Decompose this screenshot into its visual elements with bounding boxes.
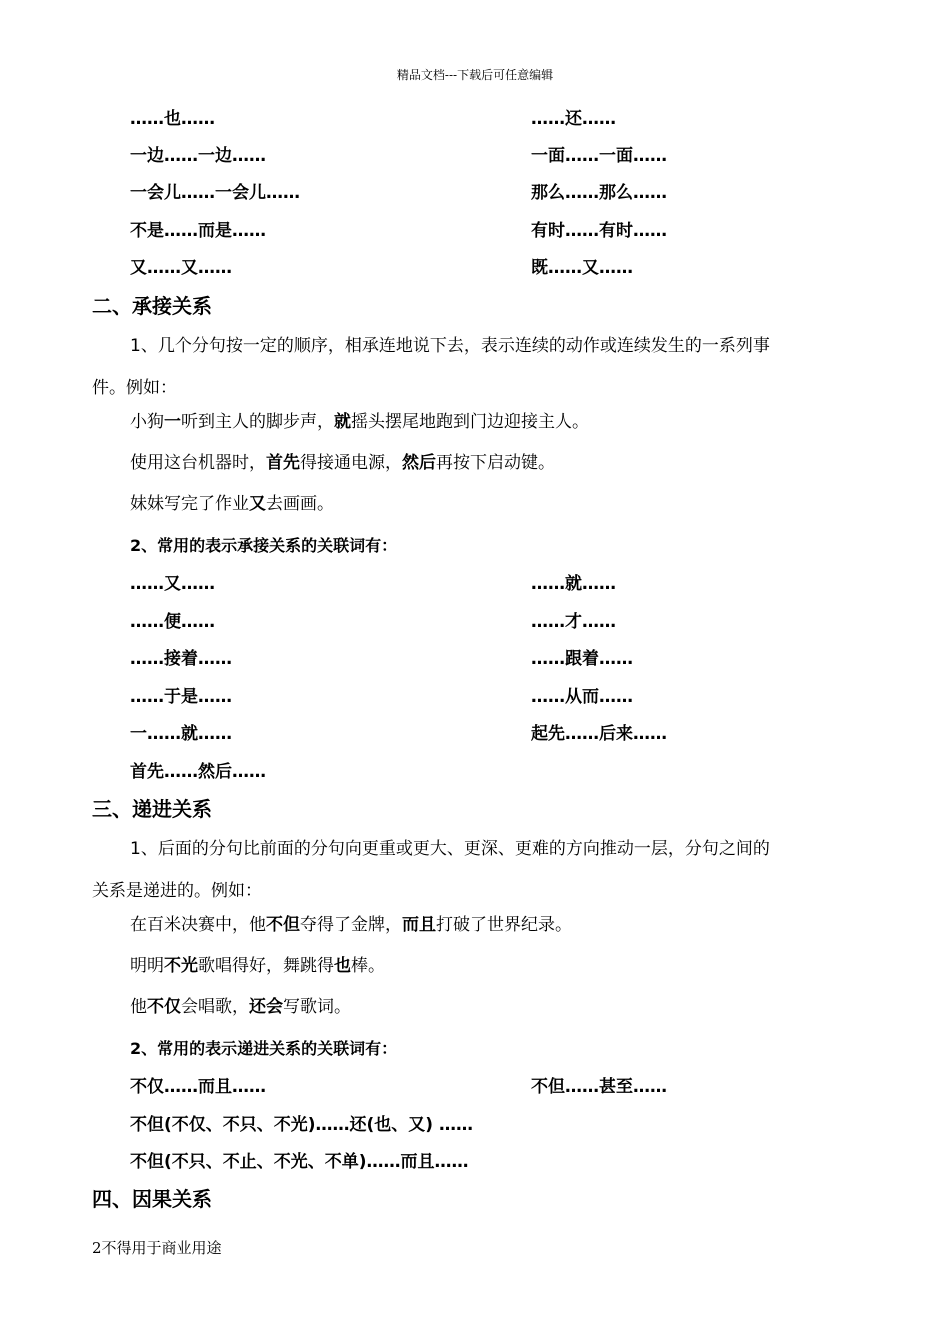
conjunction-left: ……也…… [130, 109, 215, 129]
section-heading: 四、因果关系 [92, 1187, 212, 1211]
example-text: 歌唱得好，舞跳得 [198, 956, 334, 976]
example-text: 夺得了金牌， [300, 915, 402, 935]
subheading: 2、常用的表示递进关系的关联词有： [130, 1039, 398, 1058]
paragraph-line: 关系是递进的。例如： [92, 881, 262, 901]
emphasized-word: 首先 [266, 453, 300, 473]
example-sentence [130, 448, 555, 473]
emphasized-word: 不但 [266, 915, 300, 935]
conjunction-left: 又……又…… [130, 258, 232, 278]
page-header: 精品文档---下载后可任意编辑 [396, 68, 554, 82]
paragraph-line: 1、几个分句按一定的顺序，相承连地说下去，表示连续的动作或连续发生的一系列事 [130, 336, 770, 356]
conjunction-pair [130, 569, 830, 593]
conjunction-pair [130, 216, 830, 240]
paragraph-line: 件。例如： [92, 378, 177, 398]
emphasized-word: 一 [164, 412, 181, 432]
conjunction-left: 不仅……而且…… [130, 1077, 266, 1097]
conjunction-right: 一面……一面…… [531, 146, 667, 166]
section-heading: 二、承接关系 [92, 294, 212, 318]
example-text: 会唱歌， [181, 997, 249, 1017]
conjunction-pair [130, 682, 830, 706]
conjunction-right: ……还…… [531, 109, 616, 129]
example-text: 打破了世界纪录。 [436, 915, 572, 935]
conjunction-pair [130, 719, 830, 743]
conjunction-right: ……跟着…… [531, 649, 633, 669]
example-text: 写歌词。 [283, 997, 351, 1017]
conjunction-left: 一会儿……一会儿…… [130, 183, 300, 203]
paragraph-line: 1、后面的分句比前面的分句向更重或更大、更深、更难的方向推动一层，分句之间的 [130, 839, 770, 859]
example-sentence [130, 489, 334, 514]
example-text: 明明 [130, 956, 164, 976]
emphasized-word: 也 [334, 956, 351, 976]
emphasized-word: 不光 [164, 956, 198, 976]
conjunction-left: ……于是…… [130, 687, 232, 707]
emphasized-word: 然后 [402, 453, 436, 473]
conjunction-single: 不但(不仅、不只、不光)……还(也、又) …… [130, 1115, 473, 1135]
example-text: 摇头摆尾地跑到门边迎接主人。 [351, 412, 589, 432]
conjunction-right: ……从而…… [531, 687, 633, 707]
page-footer: 2不得用于商业用途 [92, 1239, 222, 1257]
subheading: 2、常用的表示承接关系的关联词有： [130, 536, 398, 555]
conjunction-right: 既……又…… [531, 258, 633, 278]
section-heading: 三、递进关系 [92, 797, 212, 821]
conjunction-pair [130, 253, 830, 277]
example-text: 棒。 [351, 956, 385, 976]
example-text: 去画画。 [266, 494, 334, 514]
conjunction-right: 那么……那么…… [531, 183, 667, 203]
example-text: 在百米决赛中，他 [130, 915, 266, 935]
conjunction-left: ……又…… [130, 574, 215, 594]
conjunction-single: 首先……然后…… [130, 762, 266, 782]
example-sentence [130, 407, 589, 432]
example-text: 听到主人的脚步声， [181, 412, 334, 432]
conjunction-pair [130, 1072, 830, 1096]
conjunction-left: 不是……而是…… [130, 221, 266, 241]
emphasized-word: 而且 [402, 915, 436, 935]
example-text: 再按下启动键。 [436, 453, 555, 473]
conjunction-left: 一……就…… [130, 724, 232, 744]
conjunction-pair [130, 178, 830, 202]
conjunction-pair [130, 141, 830, 165]
conjunction-right: 不但……甚至…… [531, 1077, 667, 1097]
conjunction-right: 有时……有时…… [531, 221, 667, 241]
emphasized-word: 又 [249, 494, 266, 514]
conjunction-right: ……才…… [531, 612, 616, 632]
emphasized-word: 还会 [249, 997, 283, 1017]
conjunction-left: ……便…… [130, 612, 215, 632]
example-text: 小狗 [130, 412, 164, 432]
example-text: 使用这台机器时， [130, 453, 266, 473]
example-sentence [130, 992, 351, 1017]
example-sentence [130, 910, 572, 935]
conjunction-pair [130, 607, 830, 631]
example-text: 他 [130, 997, 147, 1017]
emphasized-word: 就 [334, 412, 351, 432]
conjunction-left: 一边……一边…… [130, 146, 266, 166]
conjunction-single: 不但(不只、不止、不光、不单)……而且…… [130, 1152, 469, 1172]
emphasized-word: 不仅 [147, 997, 181, 1017]
conjunction-right: 起先……后来…… [531, 724, 667, 744]
conjunction-pair [130, 644, 830, 668]
example-text: 妹妹写完了作业 [130, 494, 249, 514]
example-sentence [130, 951, 385, 976]
conjunction-pair [130, 104, 830, 128]
conjunction-left: ……接着…… [130, 649, 232, 669]
conjunction-right: ……就…… [531, 574, 616, 594]
example-text: 得接通电源， [300, 453, 402, 473]
